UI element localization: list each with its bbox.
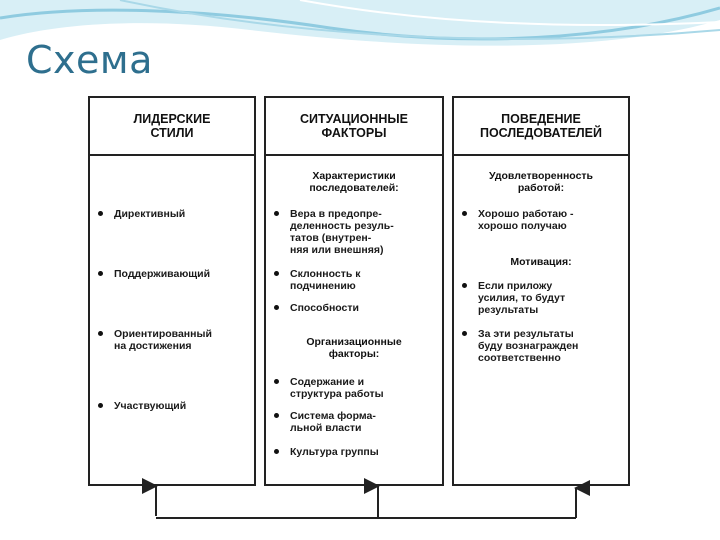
slide-title: Схема xyxy=(26,38,153,82)
item-text: Культура группы xyxy=(290,446,379,458)
item-text: Поддерживающий xyxy=(114,268,211,280)
item-text: Хорошо работаю - хорошо получаю xyxy=(478,208,574,232)
list-item xyxy=(98,400,248,412)
item-text: Ориентированный на достижения xyxy=(114,328,212,352)
list-item xyxy=(462,280,622,316)
header-line: ЛИДЕРСКИЕ xyxy=(133,112,211,126)
subsection-heading: Удовлетворенность работой: xyxy=(488,170,594,194)
bullet-icon xyxy=(274,305,279,310)
list-item xyxy=(274,410,436,434)
column-follower-behavior xyxy=(452,96,630,486)
column-header xyxy=(266,98,442,156)
list-item xyxy=(462,208,622,232)
column-header xyxy=(454,98,628,156)
list-item xyxy=(98,328,248,352)
bullet-icon xyxy=(98,403,103,408)
item-text: Директивный xyxy=(114,208,186,220)
bullet-icon xyxy=(462,211,467,216)
item-text: Вера в предопре- деленность резуль- татов (внутрен- няя или внешняя) xyxy=(290,208,394,256)
header-line: ПОВЕДЕНИЕ xyxy=(501,112,581,126)
item-text: Содержание и структура работы xyxy=(290,376,384,400)
subsection-heading: Мотивация: xyxy=(510,256,572,268)
bullet-icon xyxy=(98,211,103,216)
list-item xyxy=(274,302,436,314)
header-line: СИТУАЦИОННЫЕ xyxy=(300,112,408,126)
list-item xyxy=(98,208,248,220)
bullet-icon xyxy=(98,271,103,276)
bullet-icon xyxy=(274,413,279,418)
bullet-icon xyxy=(98,331,103,336)
bullet-icon xyxy=(274,271,279,276)
bullet-icon xyxy=(462,331,467,336)
bullet-icon xyxy=(274,379,279,384)
list-item xyxy=(274,208,436,256)
header-line: СТИЛИ xyxy=(150,126,194,140)
header-line: ФАКТОРЫ xyxy=(321,126,387,140)
item-text: Система форма- льной власти xyxy=(290,410,376,434)
list-item xyxy=(462,328,622,364)
item-text: За эти результаты буду вознагражден соответственно xyxy=(478,328,579,364)
bullet-icon xyxy=(274,211,279,216)
list-item xyxy=(274,268,436,292)
header-line: ПОСЛЕДОВАТЕЛЕЙ xyxy=(479,126,603,140)
bullet-icon xyxy=(462,283,467,288)
subsection-heading: Характеристики последователей: xyxy=(309,170,399,194)
column-situational-factors xyxy=(264,96,444,486)
item-text: Способности xyxy=(290,302,359,314)
subsection-heading: Организационные факторы: xyxy=(306,336,402,360)
bullet-icon xyxy=(274,449,279,454)
column-header xyxy=(90,98,254,156)
item-text: Если приложу усилия, то будут результаты xyxy=(478,280,566,316)
list-item xyxy=(274,376,436,400)
list-item xyxy=(98,268,248,280)
item-text: Участвующий xyxy=(114,400,187,412)
item-text: Склонность к подчинению xyxy=(290,268,361,292)
column-leadership-styles xyxy=(88,96,256,486)
list-item xyxy=(274,446,436,458)
